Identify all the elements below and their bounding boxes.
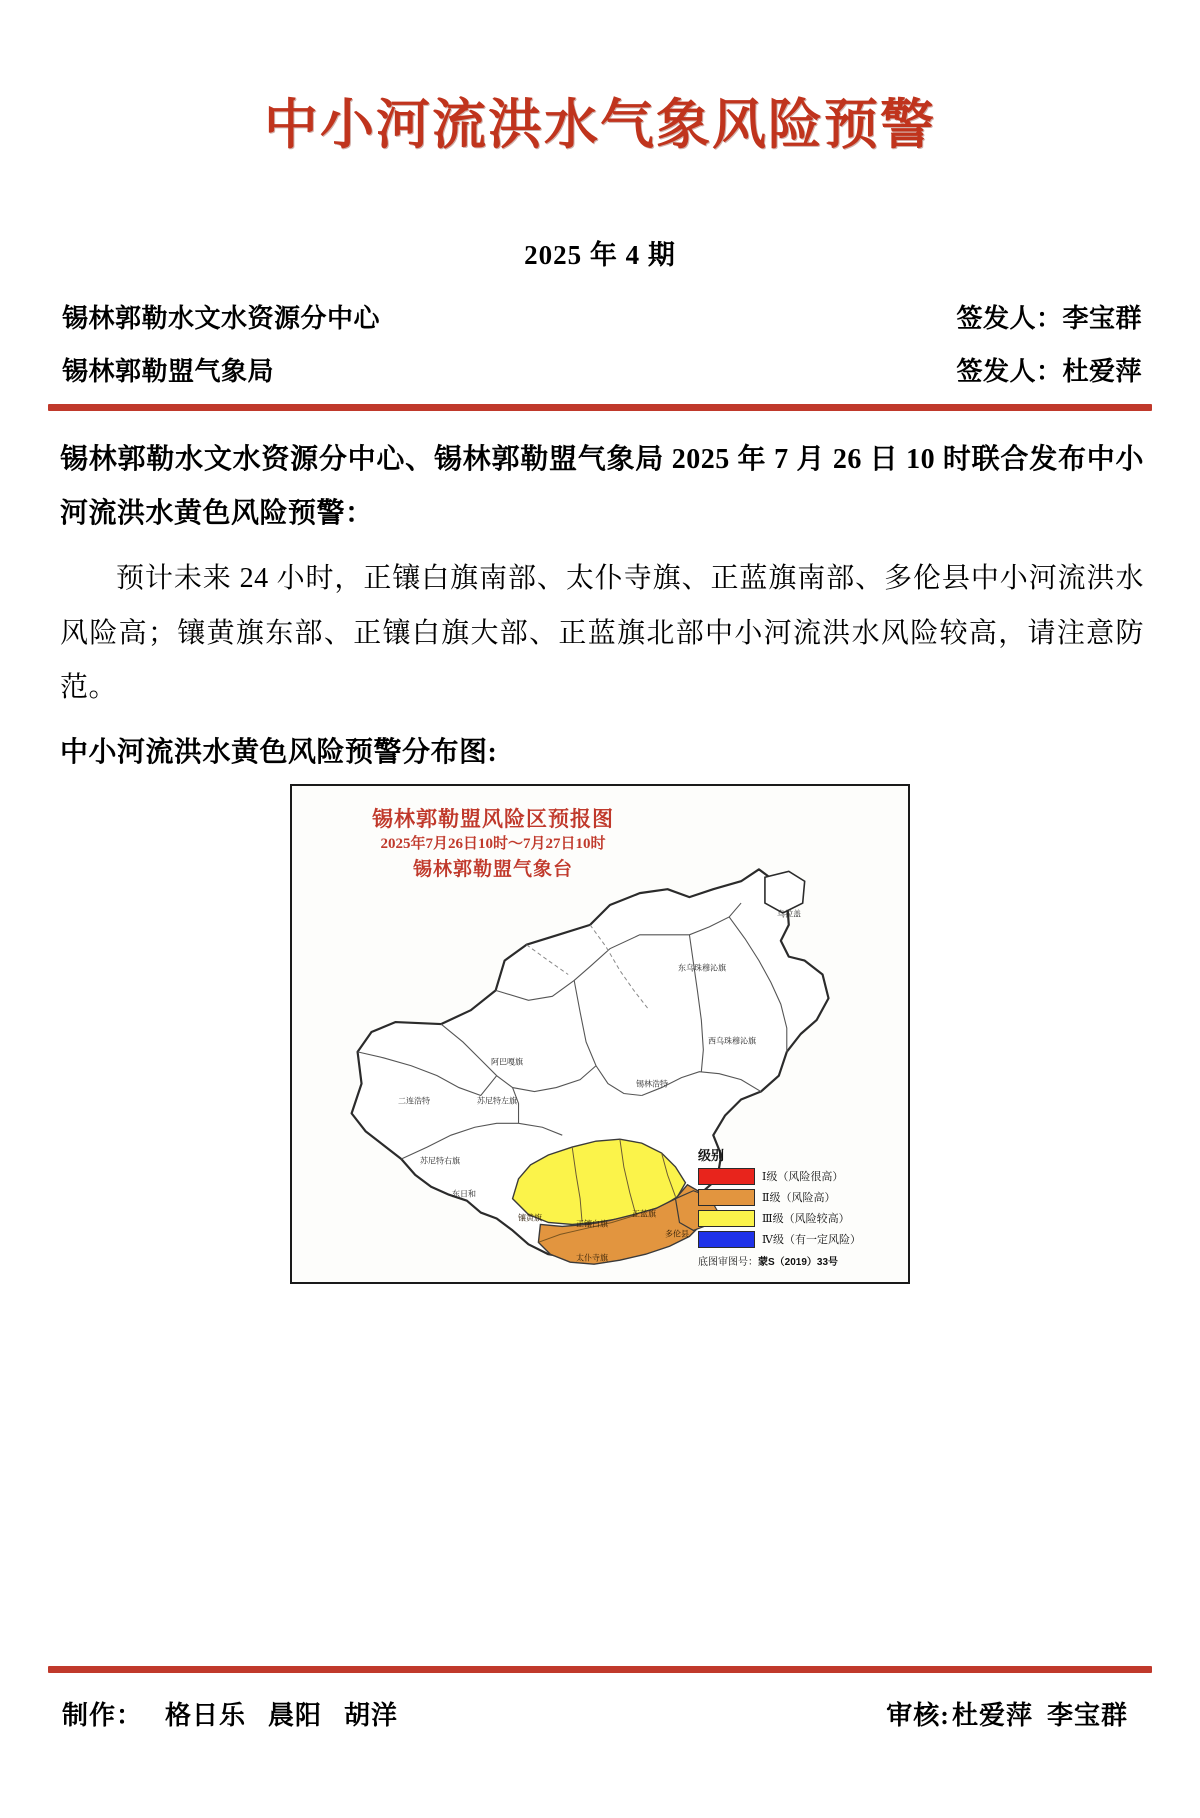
legend-swatch-level-1 <box>698 1168 755 1185</box>
org-name: 锡林郭勒盟气象局 <box>62 356 275 386</box>
producer-name: 晨阳 <box>268 1701 323 1730</box>
map-place-label: 东日和 <box>452 1189 476 1199</box>
map-title-line-1: 锡林郭勒盟风险区预报图 <box>372 806 614 831</box>
lead-paragraph: 锡林郭勒水文水资源分中心、锡林郭勒盟气象局 2025 年 7 月 26 日 10 时联合发布中小河流洪水黄色风险预警： <box>60 443 1144 530</box>
map-legend <box>698 1145 898 1268</box>
forecast-paragraph: 预计未来 24 小时，正镶白旗南部、太仆寺旗、正蓝旗南部、多伦县中小河流洪水风险高；镶黄旗东部、正镶白旗大部、正蓝旗北部中小河流洪水风险较高，请注意防范。 <box>60 562 1144 704</box>
legend-swatch-level-2 <box>698 1189 755 1206</box>
reviewers <box>886 1695 1142 1732</box>
page-title: 中小河流洪水气象风险预警 <box>264 92 936 156</box>
legend-item <box>698 1210 898 1227</box>
map-place-label: 正蓝旗 <box>632 1209 656 1219</box>
legend-label: Ⅲ级（风险较高） <box>762 1213 850 1226</box>
legend-title: 级别 <box>698 1147 725 1163</box>
reviewer-name: 李宝群 <box>1046 1701 1128 1730</box>
map-place-label: 西乌珠穆沁旗 <box>708 1036 756 1046</box>
reviewer-label: 审核: <box>886 1701 950 1730</box>
figure-caption: 中小河流洪水黄色风险预警分布图: <box>60 736 498 768</box>
footer-row <box>48 1673 1152 1732</box>
map-place-label: 正镶白旗 <box>576 1219 608 1229</box>
producer-name: 胡洋 <box>344 1701 399 1730</box>
org-name: 锡林郭勒水文水资源分中心 <box>62 303 381 333</box>
document-body <box>48 433 1152 770</box>
issue-number: 2025 年 4 期 <box>524 239 676 270</box>
header-divider <box>48 404 1152 411</box>
producer-label: 制作： <box>62 1701 144 1730</box>
map-title-line-2: 2025年7月26日10时～7月27日10时 <box>380 836 606 853</box>
basemap-approval-note <box>698 1253 898 1268</box>
map-place-label: 锡林浩特 <box>636 1079 668 1089</box>
map-place-label: 阿巴嘎旗 <box>491 1057 523 1067</box>
map-figure-wrap <box>48 784 1152 1284</box>
signer: 签发人：杜爱萍 <box>956 356 1142 386</box>
signer: 签发人：李宝群 <box>956 303 1142 333</box>
document-page <box>0 92 1200 1818</box>
legend-item <box>698 1231 898 1248</box>
document-footer <box>48 1666 1152 1732</box>
map-title-line-3: 锡林郭勒盟气象台 <box>412 858 573 880</box>
footer-divider <box>48 1666 1152 1673</box>
map-place-label: 多伦县 <box>665 1229 689 1239</box>
producers <box>62 1695 420 1732</box>
map-place-label: 镶黄旗 <box>518 1213 542 1223</box>
risk-map <box>290 784 910 1284</box>
map-place-label: 东乌珠穆沁旗 <box>678 963 726 973</box>
issuing-organizations <box>48 298 1152 388</box>
legend-label: Ⅰ级（风险很高） <box>762 1171 844 1184</box>
map-place-label: 太仆寺旗 <box>576 1253 608 1263</box>
producer-name: 格日乐 <box>165 1701 247 1730</box>
map-place-label: 二连浩特 <box>398 1096 430 1106</box>
legend-item <box>698 1189 898 1206</box>
map-place-label: 苏尼特右旗 <box>420 1156 460 1166</box>
org-row <box>48 298 1152 335</box>
basemap-approval-value: 蒙S（2019）33号 <box>758 1256 839 1268</box>
legend-item <box>698 1168 898 1185</box>
legend-swatch-level-4 <box>698 1231 755 1248</box>
map-place-label: 苏尼特左旗 <box>477 1096 517 1106</box>
legend-swatch-level-3 <box>698 1210 755 1227</box>
basemap-approval-label: 底图审图号： <box>698 1256 758 1268</box>
legend-label: Ⅱ级（风险高） <box>762 1192 836 1205</box>
map-place-label: 乌拉盖 <box>777 909 801 919</box>
reviewer-name: 杜爱萍 <box>951 1701 1033 1730</box>
legend-label: Ⅳ级（有一定风险） <box>762 1234 861 1247</box>
org-row <box>48 351 1152 388</box>
